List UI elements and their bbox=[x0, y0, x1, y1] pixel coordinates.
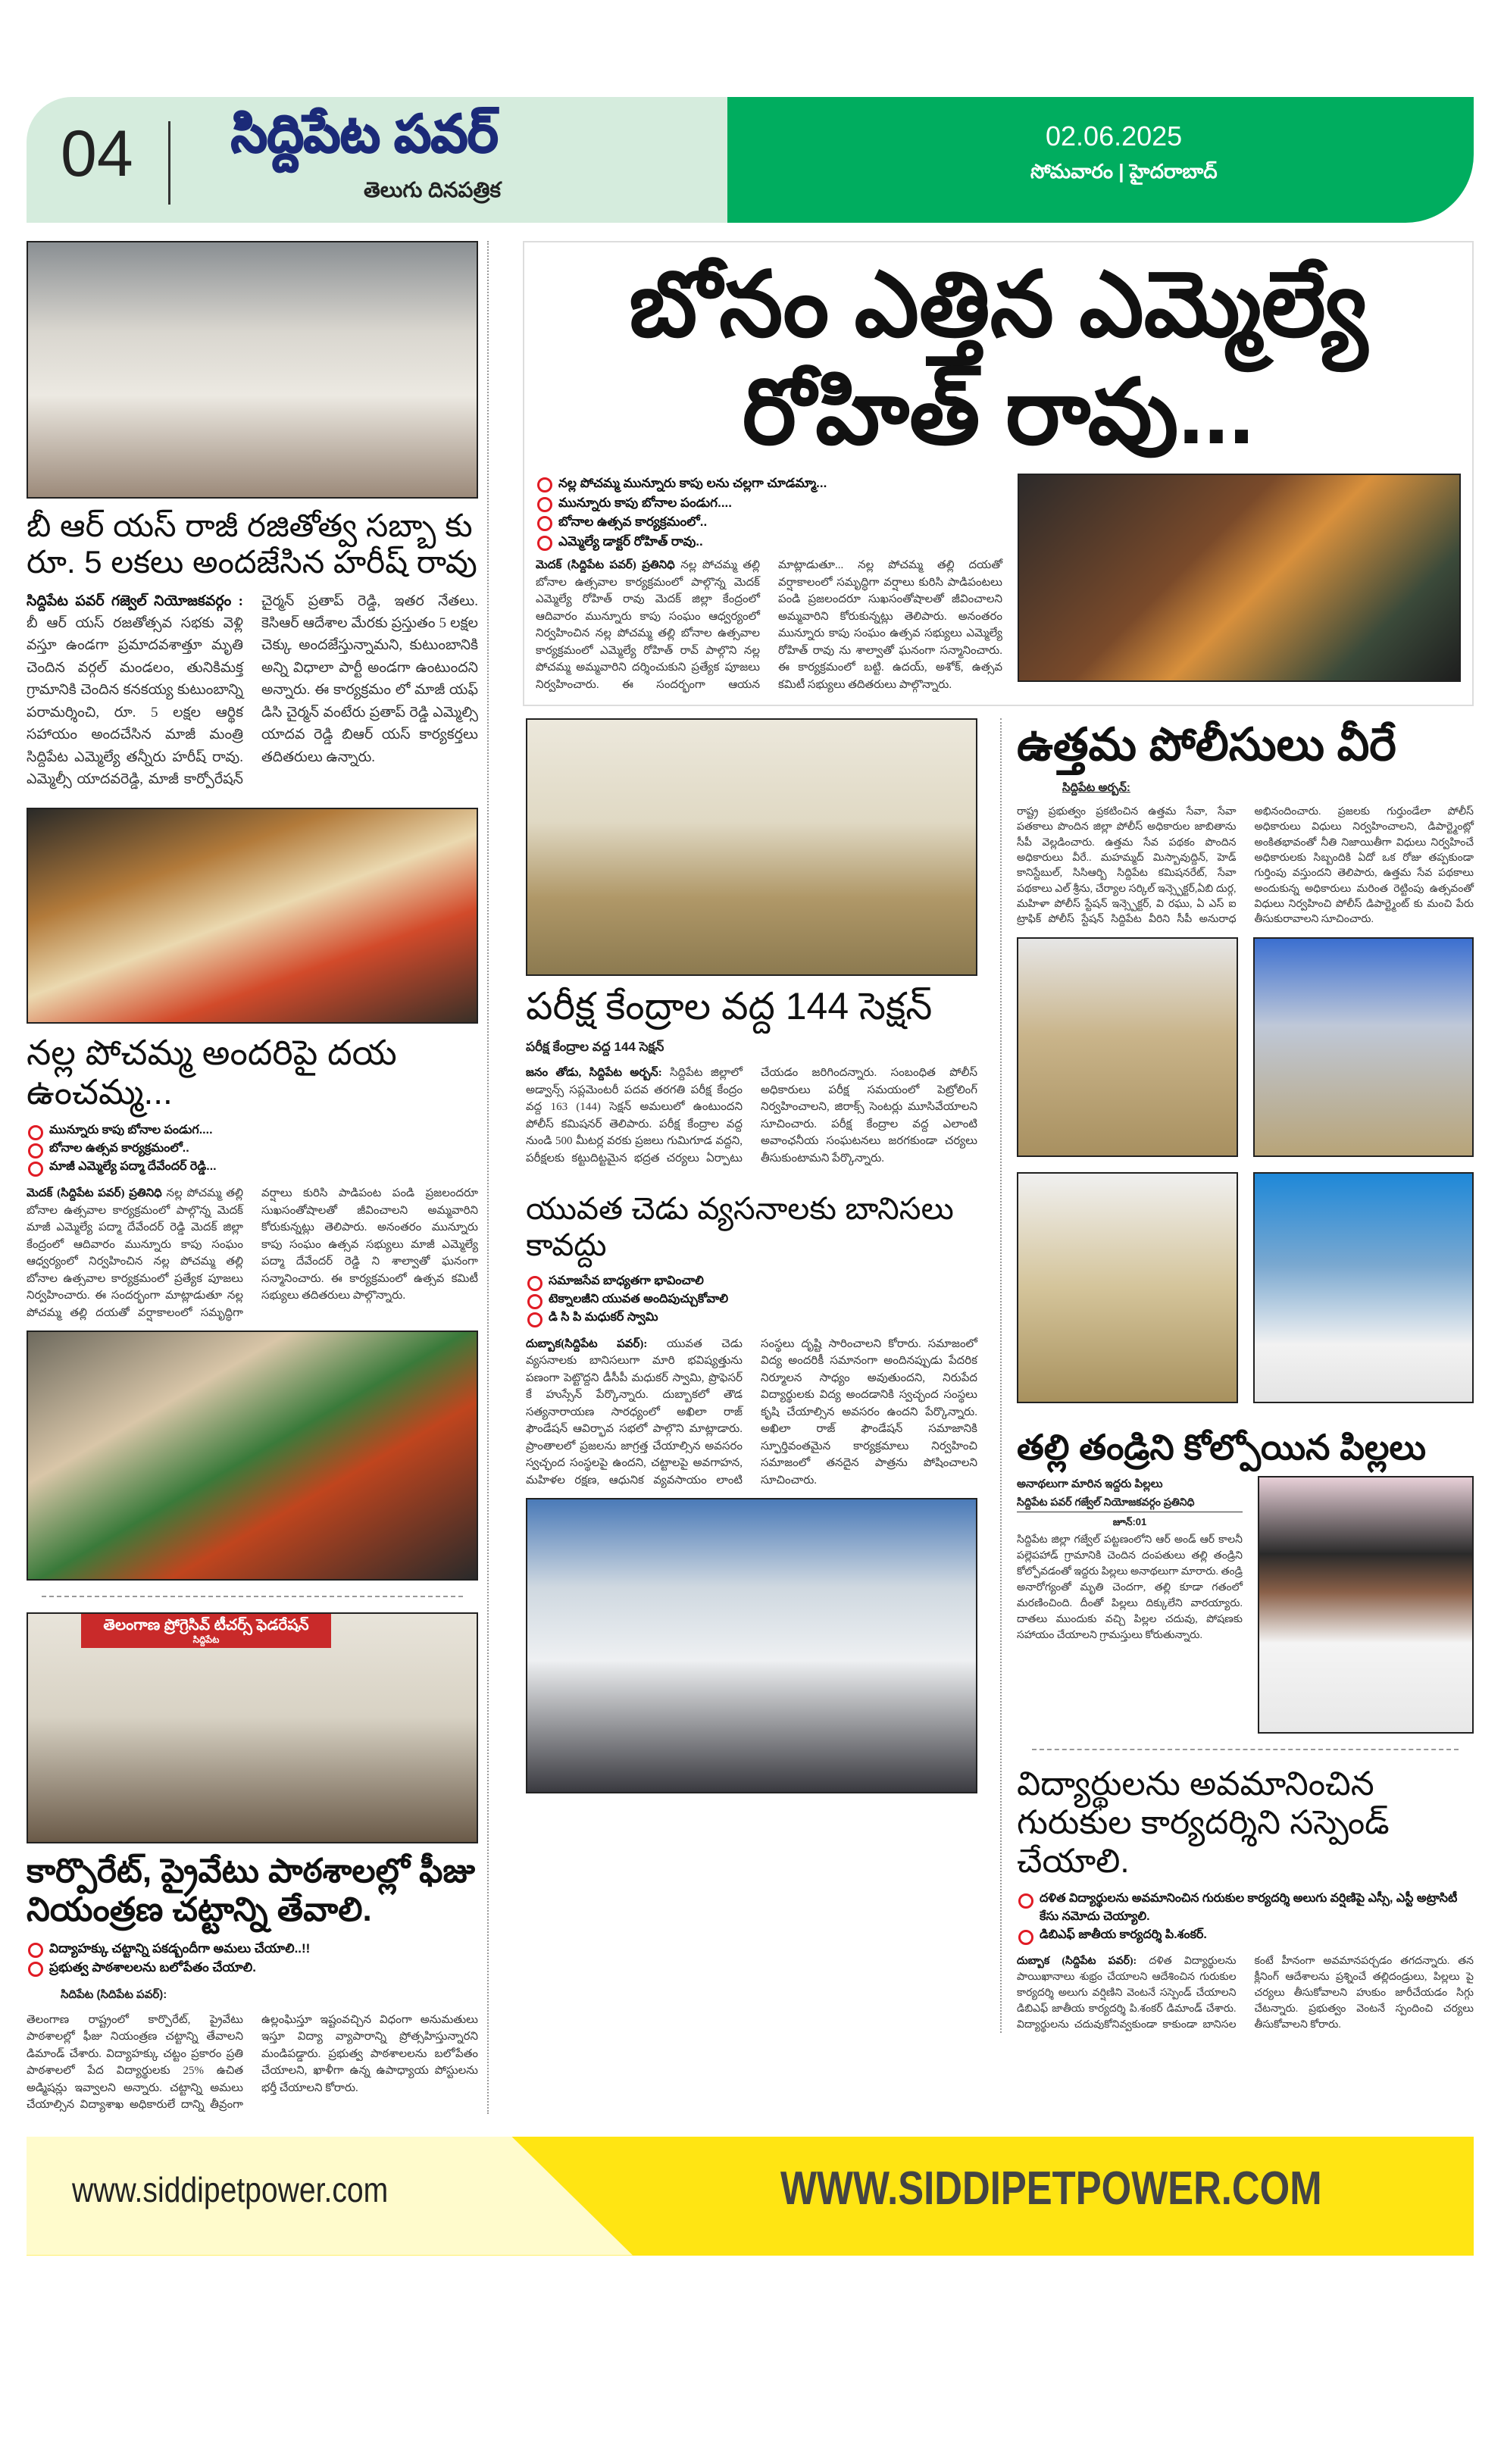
column-2 bbox=[523, 718, 977, 2033]
bullet-item: బోనాల ఉత్సవ కార్యక్రమంలో.. bbox=[27, 1140, 478, 1158]
photo-bonam-women bbox=[27, 808, 478, 1024]
article-text: నల్ల పోచమ్మ తల్లి బోనాల ఉత్సవాల కార్యక్రమంలో పాల్గొన్న మెదక్ మాజీ ఎమ్మెల్యే పద్మా దేవేందర్ రెడ్డి మెదక్ జిల్లా కేంద్రంలో ఆదివారం మున్నూరు కాపు సంఘం ఆధ్వర్యంలో నిర్వహించిన నల్ల పోచమ్మ తల్లి బోనాల ఉత్సవాల కార్యక్రమంలో ప్రత్యేక పూజలు నిర్వహించారు. ఈ సందర్భంగా మాట్లాడుతూ నల్ల పోచమ్మ తల్లి దయతో వర్షాకాలంలో సమృద్ధిగా వర్షాలు కురిసి పాడిపంట పండి ప్రజలందరూ సుఖసంతోషాలతో జీవించాలని అమ్మవారిని కోరుకున్నట్లు తెలిపారు. అనంతరం మున్నూరు కాపు సంఘం ఉత్సవ సభ్యులు మాజీ ఎమ్మెల్యే పద్మా దేవేందర్ రెడ్డి ని శాల్వాతో ఘనంగా సన్మానించారు. ఈ కార్యక్రమంలో ఉత్సవ కమిటీ సభ్యులు తదితరులు పాల్గొన్నారు. bbox=[27, 1187, 478, 1319]
article-lead: దుబ్బాక(సిద్దిపేట పవర్): bbox=[526, 1337, 648, 1350]
article-headline: విద్యార్థులను అవమానించిన గురుకుల కార్యదర్శిని సస్పెండ్ చేయాలి. bbox=[1017, 1765, 1390, 1880]
article-headline: యువత చెడు వ్యసనాలకు బానిసలు కావద్దు bbox=[526, 1191, 954, 1262]
article-headline: బీ ఆర్ యస్ రాజీ రజితోత్వ సబ్బా కు రూ. 5 లకలు అందజేసిన హరీష్ రావు bbox=[27, 508, 477, 580]
article-bullets bbox=[1017, 1890, 1474, 1944]
issue-dateline: సోమవారం | హైదరాబాద్ bbox=[1030, 160, 1218, 183]
photo-officer-4 bbox=[1253, 1172, 1474, 1403]
bullet-item: మున్నూరు కాపు బోనాల పండుగ.... bbox=[536, 493, 1002, 513]
lead-body bbox=[536, 557, 1002, 693]
article-text: బీ ఆర్ యస్ రజతోత్సవ సభకు వెళ్లి వస్తూ ఉండగా ప్రమాదవశాత్తూ మృతి చెందిన వర్గల్ మండలం, తునికిమక్త గ్రామానికి చెందిన కనకయ్య కుటుంబాన్ని పరామర్శించి, రూ. 5 లక్షల ఆర్థిక సహాయం అందచేసిన మాజీ మంత్రి సిద్దిపేట ఎమ్మెల్యే తన్నీరు హరీష్ రావు. ఎమ్మెల్సీ యాదవరెడ్డి, మాజీ కార్పోరేషన్ చైర్మన్ ప్రతాప్ రెడ్డి, ఇతర నేతలు. కెసిఆర్ ఆదేశాల మేరకు ప్రస్తుతం 5 లక్షల చెక్కు అందజేస్తున్నామని, కుటుంబానికి అన్ని విధాలా పార్టీ అండగా ఉంటుందని అన్నారు. ఈ కార్యక్రమం లో మాజీ యఫ్ డిసి చైర్మన్ వంటేరు ప్రతాప్ రెడ్డి ఎమ్మెల్సి యాదవ రెడ్డి బిఆర్ యస్ కార్యకర్తలు తదితరులు ఉన్నారు. bbox=[27, 593, 478, 788]
meeting-banner bbox=[81, 1614, 331, 1647]
photo-officer-3 bbox=[1017, 1172, 1238, 1403]
article-body: రాష్ట్ర ప్రభుత్వం ప్రకటించిన ఉత్తమ సేవా, సేవా పతకాలు పొందిన జిల్లా పోలీస్ అధికారుల జాబితాను సీపీ వెల్లడించారు. ఉత్తమ సేవ పథకం పొందిన అధికారులు వీరే.. మహమ్మద్ మిస్బావుద్దిన్, హెడ్ కానిస్టేబుల్, సిసిఆర్బి సిద్దిపేట కమిషనరేట్, సేవా పథకాలు ఎల్ శ్రీను, చేర్యాల సర్కిల్ ఇన్స్పెక్టర్,ఏబి దుర్గ, మహిళా పోలీస్ స్టేషన్ ఇన్స్పెక్టర్, వి రఘు, ఏ ఎస్ ఐ ట్రాఫిక్ పోలీస్ స్టేషన్ సిద్దిపేట వీరిని సీపీ అనురాధ అభినందించారు. ప్రజలకు గుర్తుండేలా పోలీస్ అధికారులు విధులు నిర్వహించాలని, డిపార్ట్మెంట్లో అంకితభావంతో నీతి నిజాయితీగా విధులు నిర్వహించే అధికారులకు సిబ్బందికి ఏదో ఒక రోజు తప్పకుండా గుర్తింపు వస్తుందని తెలిపారు, ఉత్తమ సేవ పథకాలు అందుకున్న అధికారులు మరింత రెట్టింపు ఉత్సవంతో విధులు నిర్వహించి పోలీస్ డిపార్ట్మెంట్ కు మంచి పేరు తీసుకురావాలని సూచించారు. bbox=[1017, 806, 1474, 926]
photo-deceased-father bbox=[1258, 1476, 1474, 1734]
photo-foundation-launch bbox=[526, 1498, 977, 1793]
issue-date: 02.06.2025 bbox=[1046, 120, 1183, 152]
article-subhead: పరీక్ష కేంద్రాల వద్ద 144 సెక్షన్ bbox=[526, 1039, 664, 1054]
article-byline: సిద్దిపేట పవర్ గజ్వేల్ నియోజకవర్గం ప్రతినిధి bbox=[1017, 1495, 1243, 1512]
lead-story-text bbox=[536, 474, 1002, 693]
article-body bbox=[27, 590, 478, 791]
article-body: సిద్దిపేట జిల్లా గజ్వేల్ పట్టణంలోని ఆర్ అండ్ ఆర్ కాలనీ పల్లెపహాడ్ గ్రామానికి చెందిన దంపతులు తల్లి తండ్రిని కోల్పోవడంతో ఇద్దరు పిల్లలు అనాథలుగా మారారు. తండ్రి అనారోగ్యంతో మృతి చెందగా, తల్లి కూడా గతంలో మరణించింది. దీంతో పిల్లలు దిక్కులేని వారయ్యారు. దాతలు ముందుకు వచ్చి పిల్లల చదువు, పోషణకు సహాయం చేయాలని గ్రామస్తులు కోరుతున్నారు. bbox=[1017, 1534, 1243, 1642]
article-lead: మెదక్ (సిద్దిపేట పవర్) ప్రతినిధి bbox=[536, 559, 675, 572]
masthead-logo: సిద్దిపేట పవర్ bbox=[231, 105, 499, 163]
masthead-subtitle: తెలుగు దినపత్రిక bbox=[364, 178, 501, 202]
footer-url-right[interactable]: WWW.SIDDIPETPOWER.COM bbox=[780, 2162, 1322, 2215]
article-dateline: సిద్దిపేట అర్బన్: bbox=[1062, 781, 1130, 795]
bullet-item: సమాజసేవ బాధ్యతగా భావించాలి bbox=[526, 1272, 977, 1290]
photo-police-commissioner bbox=[526, 718, 977, 976]
article-lead: దుబ్బాక (సిద్దిపేట పవర్): bbox=[1017, 1956, 1137, 1968]
right-columns bbox=[523, 241, 1474, 2114]
lead-bullets bbox=[536, 474, 1002, 551]
photo-bonam-procession bbox=[1018, 474, 1461, 682]
bullet-item: మాజీ ఎమ్మెల్యే పద్మా దేవేందర్ రెడ్డి... bbox=[27, 1158, 478, 1176]
article-text: యువత చెడు వ్యసనాలకు బానిసలుగా మారి భవిష్యత్తును పణంగా పెట్టొద్దని డీసీపీ మధుకర్ స్వామి, ప్రొఫెసర్ కే హుస్సేన్ పేర్కొన్నారు. దుబ్బాకలో తౌడ సత్యనారాయణ సారధ్యంలో అఖిలా రాజ్ ఫౌండేషన్ ఆవిర్భావ సభలో పాల్గొని మాట్లాడారు. ప్రాంతాలలో ప్రజలను జాగ్రత్త చేయాల్సిన అవసరం స్వచ్ఛంద సంస్థలపై ఉందని, చట్టాలపై అవగాహన, మహిళల రక్షణ, ఆధునిక వ్యవసాయం లాంటి సంస్థలు దృష్టి సారించాలని కోరారు. సమాజంలో విద్య అందరికీ సమానంగా అందినప్పుడు పేదరిక నిర్మూలన సాధ్యం అవుతుందని, నిరుపేద విద్యార్థులకు విద్య అందడానికి స్వచ్ఛంద సంస్థలు కృషి చేయాల్సిన అవసరం ఉందని పేర్కొన్నారు. అఖిలా రాజ్ ఫౌండేషన్ సమాజానికి స్ఫూర్తివంతమైన కార్యక్రమాలు నిర్వహించి సమాజంలో తనదైన పాత్రను పోషించాలని సూచించారు. bbox=[526, 1337, 977, 1487]
lower-columns bbox=[523, 718, 1474, 2033]
bullet-item: ఎమ్మెల్యే డాక్టర్ రోహిత్ రావు.. bbox=[536, 532, 1002, 552]
bullet-item: టెక్నాలజీని యువత అందిపుచ్చుకోవాలి bbox=[526, 1290, 977, 1309]
article-text: నల్ల పోచమ్మ తల్లి బోనాల ఉత్సవాల కార్యక్రమంలో పాల్గొన్న మెదక్ ఎమ్మెల్యే రోహిత్ రావు మెదక్ జిల్లా కేంద్రంలో ఆదివారం మున్నూరు కాపు సంఘం ఆధ్వర్యంలో నిర్వహించిన నల్ల పోచమ్మ తల్లి బోనాల ఉత్సవాల కార్యక్రమంలో ఎమ్మెల్యే రోహిత్ రావ్ పాల్గొని నల్ల పోచమ్మ అమ్మవారిని దర్శించుకుని ప్రత్యేక పూజలు నిర్వహించారు. ఈ సందర్భంగా ఆయన మాట్లాడుతూ... నల్ల పోచమ్మ తల్లి దయతో వర్షాకాలంలో సమృద్ధిగా వర్షాలు కురిసి పాడిపంటలు పండి ప్రజలందరూ సుఖసంతోషాలతో జీవించాలని అమ్మవారిని కోరుకున్నట్లు తెలిపారు. అనంతరం మున్నూరు కాపు సంఘం ఉత్సవ సభ్యులు ఎమ్మెల్యే రోహిత్ రావు ను శాల్వాతో ఘనంగా సన్మానించారు. ఈ కార్యక్రమంలో బట్టి. ఉదయ్, అశోక్, ఉత్సవ కమిటీ సభ్యులు తదితరులు పాల్గొన్నారు. bbox=[536, 559, 1002, 691]
article-body bbox=[27, 1185, 478, 1321]
article-text: దళిత విద్యార్థులను పాయిఖానాలు శుభ్రం చేయాలని ఆదేశించిన గురుకుల కార్యదర్శి అలుగు వర్షిణిని వెంటనే సస్పెండ్ చేయాలని డిబిఎఫ్ జాతీయ కార్యదర్శి పి.శంకర్ డిమాండ్ చేశారు. విద్యార్థులను చదువుకోనివ్వకుండా కాకుండా బానిసల కంటే హీనంగా అవమానపర్చడం తగదన్నారు. తన క్లీనింగ్ ఆదేశాలను ప్రశ్నించే తల్లిదండ్రులు, పిల్లలు పై చర్యలు తీసుకోవాలని హుకుం జారీచేయడం సిగ్గు చేటన్నారు. ప్రభుత్వం వెంటనే స్పందించి చర్యలు తీసుకోవాలని కోరారు. bbox=[1017, 1956, 1474, 2031]
column-3 bbox=[1000, 718, 1474, 2033]
footer-band bbox=[27, 2137, 1474, 2256]
article-date: జూన్:01 bbox=[1112, 1516, 1147, 1528]
column-1 bbox=[27, 241, 489, 2114]
photo-officer-1 bbox=[1017, 937, 1238, 1157]
section-divider bbox=[1032, 1749, 1459, 1750]
lead-headline: బోనం ఎత్తిన ఎమ్మెల్యే రోహిత్ రావు... bbox=[629, 254, 1368, 463]
bullet-item: దళిత విద్యార్థులను అవమానించిన గురుకుల కార్యదర్శి అలుగు వర్షిణిపై ఎస్సీ, ఎస్టీ అట్రాసిటీ కేసు నమోదు చెయ్యాలి. bbox=[1017, 1890, 1474, 1926]
article-dateline: సిదిపేట (సిదిపేట పవర్): bbox=[61, 1987, 167, 2001]
article-8-content bbox=[1017, 1476, 1474, 1734]
article-body: తెలంగాణ రాష్ట్రంలో కార్పొరేట్, ప్రైవేటు పాఠశాలల్లో ఫీజు నియంత్రణ చట్టాన్ని తేవాలని డిమాండ్ చేశారు. విద్యాహక్కు చట్టం ప్రకారం ప్రతి పాఠశాలలో పేద విద్యార్థులకు 25% ఉచిత అడ్మిషన్లు ఇవ్వాలని అన్నారు. చట్టాన్ని అమలు చేయాల్సిన విద్యాశాఖ అధికారులే దాన్ని తీవ్రంగా ఉల్లంఘిస్తూ ఇష్టంవచ్చిన విధంగా అనుమతులు ఇస్తూ విద్యా వ్యాపారాన్ని ప్రోత్సహిస్తున్నారని మండిపడ్డారు. ప్రభుత్వ పాఠశాలలను బలోపేతం చేయాలని, ఖాళీగా ఉన్న ఉపాధ్యాయ పోస్టులను భర్తీ చేయాలని కోరారు. bbox=[27, 2013, 478, 2111]
article-headline: కార్పొరేట్, ప్రైవేటు పాఠశాలల్లో ఫీజు నియంత్రణ చట్టాన్ని తేవాలి. bbox=[27, 1853, 475, 1928]
article-headline: తల్లి తండ్రిని కోల్పోయిన పిల్లలు bbox=[1017, 1427, 1427, 1467]
page-number: 04 bbox=[61, 117, 133, 190]
photo-harish-rao-cheque bbox=[27, 241, 478, 499]
section-divider bbox=[42, 1596, 463, 1597]
lead-story-content bbox=[536, 474, 1461, 693]
bullet-item: డిబిఎఫ్ జాతీయ కార్యదర్శి పి.శంకర్. bbox=[1017, 1926, 1474, 1944]
officer-photos bbox=[1017, 937, 1474, 1403]
article-body bbox=[526, 1336, 977, 1490]
bullet-item: డి సి పి మధుకర్ స్వామి bbox=[526, 1309, 977, 1327]
photo-officer-2 bbox=[1253, 937, 1474, 1157]
article-lead: మెదక్ (సిద్దిపేట పవర్) ప్రతినిధి bbox=[27, 1187, 162, 1200]
article-bullets bbox=[526, 1272, 977, 1327]
photo-felicitation bbox=[27, 1330, 478, 1581]
article-headline: నల్ల పోచమ్మ అందరిపై దయ ఉంచమ్మ... bbox=[27, 1032, 397, 1112]
page-content bbox=[27, 241, 1474, 2114]
article-body bbox=[1017, 1953, 1474, 2033]
article-8-text bbox=[1017, 1476, 1243, 1734]
article-bullets bbox=[27, 1939, 478, 1978]
article-lead: సిద్దిపేట పవర్ గజ్వెల్ నియోజకవర్గం : bbox=[27, 593, 243, 609]
banner-subtext: సిద్దిపేట bbox=[192, 1634, 220, 1646]
footer-url-left[interactable]: www.siddipetpower.com bbox=[72, 2169, 389, 2209]
banner-text: తెలంగాణ ప్రోగ్రెసివ్ టీచర్స్ ఫెడరేషన్ bbox=[103, 1617, 309, 1634]
photo-teachers-meeting bbox=[27, 1612, 478, 1843]
page-header bbox=[0, 0, 1504, 223]
article-text: సిద్దిపేట జిల్లాలో అడ్వాన్స్ సప్లమెంటరీ పదవ తరగతి పరీక్ష కేంద్రం వద్ద 163 (144) సెక్షన్ అమలులో ఉంటుందని పోలీస్ కమిషనర్ తెలిపారు. పరీక్ష కేంద్రాల వద్ద నుండి 500 మీటర్ల వరకు ప్రజలు గుమిగూడ వద్దని, పరీక్షలకు కట్టుదిట్టమైన భద్రత చర్యలు ఏర్పాటు చేయడం జరిగిందన్నారు. సంబంధిత పోలీస్ అధికారులు పరీక్ష సమయంలో పెట్రోలింగ్ నిర్వహించాలని, జిరాక్స్ సెంటర్లు మూసివేయాలని సూచించారు. పరీక్ష కేంద్రాల వద్ద ఎలాంటి అవాంఛనీయ సంఘటనలు జరగకుండా చర్యలు తీసుకుంటామని పేర్కొన్నారు. bbox=[526, 1067, 977, 1165]
article-headline: పరీక్ష కేంద్రాల వద్ద 144 సెక్షన్ bbox=[526, 985, 933, 1028]
article-bullets bbox=[27, 1121, 478, 1176]
bullet-item: నల్ల పోచమ్మ మున్నూరు కాపు లను చల్లగా చూడమ్మా... bbox=[536, 474, 1002, 493]
bullet-item: బోనాల ఉత్సవ కార్యక్రమంలో.. bbox=[536, 512, 1002, 532]
bullet-item: మున్నూరు కాపు బోనాల పండుగ.... bbox=[27, 1121, 478, 1140]
divider bbox=[168, 121, 170, 205]
bullet-item: ప్రభుత్వ పాఠశాలలను బలోపేతం చేయాలి. bbox=[27, 1958, 478, 1978]
article-subhead: అనాథలుగా మారిన ఇద్దరు పిల్లలు bbox=[1017, 1477, 1163, 1491]
article-headline: ఉత్తమ పోలీసులు వీరే bbox=[1017, 719, 1396, 771]
bullet-item: విద్యాహక్కు చట్టాన్ని పకడ్బందీగా అమలు చేయాలి..!! bbox=[27, 1939, 478, 1959]
article-body bbox=[526, 1065, 977, 1167]
lead-story-box bbox=[523, 241, 1474, 706]
article-lead: జనం తోడు, సిద్దిపేట అర్బన్: bbox=[526, 1067, 662, 1080]
